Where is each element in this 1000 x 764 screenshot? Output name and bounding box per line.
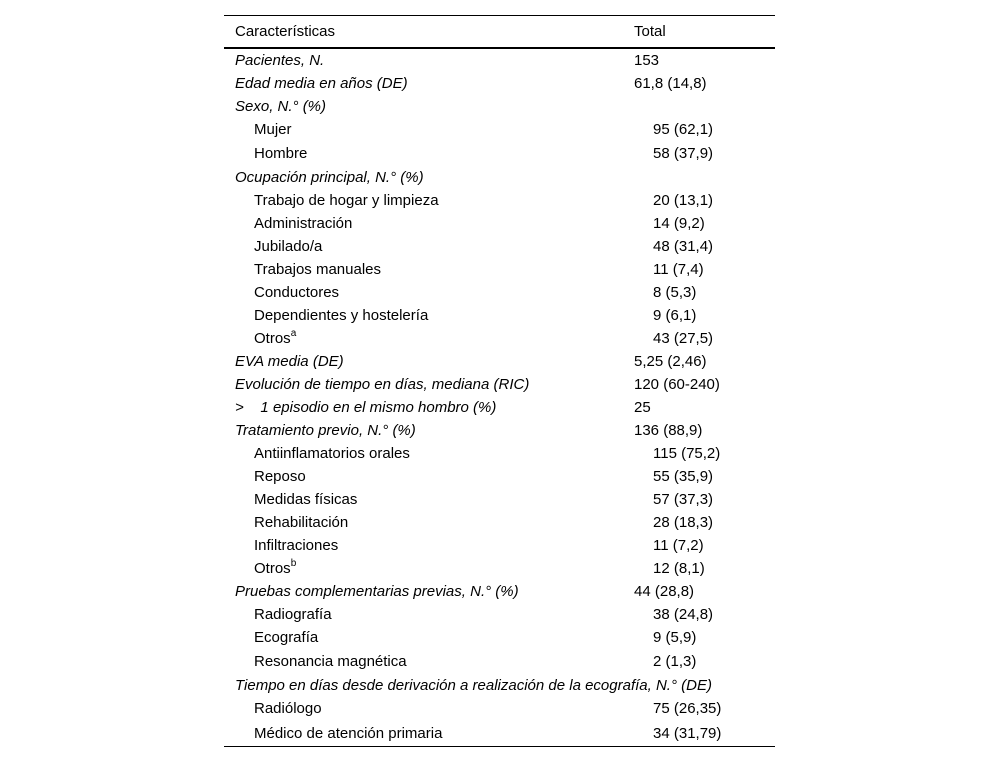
- row-ocupacion: [224, 166, 775, 189]
- row-antiinflamatorios: [224, 442, 775, 465]
- row-label: [224, 330, 653, 347]
- row-label: Radiografía: [254, 606, 332, 623]
- row-pacientes: [224, 49, 775, 72]
- row-value: 75 (26,35): [653, 700, 722, 717]
- row-administracion: [224, 212, 775, 235]
- row-label: Ecografía: [254, 629, 319, 646]
- row-hombre: [224, 141, 775, 166]
- row-jubilado: [224, 235, 775, 258]
- row-value: 55 (35,9): [653, 468, 714, 485]
- row-eva-media: [224, 350, 775, 373]
- row-label: Administración: [254, 215, 353, 232]
- row-label: EVA media (DE): [235, 353, 344, 370]
- row-label: Sexo, N.° (%): [235, 98, 327, 115]
- row-radiologo: [224, 697, 775, 720]
- row-medico-atencion-primaria: [224, 720, 775, 746]
- row-value: 12 (8,1): [653, 560, 705, 577]
- row-label: Jubilado/a: [254, 238, 323, 255]
- row-value: 38 (24,8): [653, 606, 714, 623]
- row-value: 9 (6,1): [653, 307, 697, 324]
- row-label: Tratamiento previo, N.° (%): [235, 422, 416, 439]
- row-label: Ocupación principal, N.° (%): [235, 169, 424, 186]
- footnote-marker: b: [290, 558, 297, 569]
- row-value: 11 (7,2): [653, 537, 704, 554]
- row-label: Dependientes y hostelería: [254, 307, 429, 324]
- row-hogar-limpieza: [224, 189, 775, 212]
- row-value: 136 (88,9): [634, 422, 703, 439]
- label-text: Otros: [254, 330, 291, 347]
- row-label: Pruebas complementarias previas, N.° (%): [235, 583, 519, 600]
- row-otros-tratamiento: [224, 557, 775, 580]
- row-edad-media: [224, 72, 775, 95]
- row-otros-ocupacion: [224, 327, 775, 350]
- row-value: 120 (60-240): [634, 376, 720, 393]
- row-value: 58 (37,9): [653, 145, 714, 162]
- row-label: Médico de atención primaria: [254, 724, 443, 742]
- row-value: 43 (27,5): [653, 330, 714, 347]
- row-infiltraciones: [224, 534, 775, 557]
- row-label: Infiltraciones: [254, 537, 339, 554]
- row-rehabilitacion: [224, 511, 775, 534]
- row-label: Resonancia magnética: [254, 653, 407, 670]
- row-value: 153: [634, 52, 660, 69]
- row-label: Evolución de tiempo en días, mediana (RIC): [235, 376, 530, 393]
- row-value: 5,25 (2,46): [634, 353, 707, 370]
- row-value: 9 (5,9): [653, 629, 697, 646]
- row-value: 14 (9,2): [653, 215, 705, 232]
- footnote-marker: a: [290, 328, 297, 339]
- row-tratamiento-previo: [224, 419, 775, 442]
- characteristics-table: [224, 15, 775, 747]
- row-resonancia: [224, 649, 775, 674]
- row-value: 8 (5,3): [653, 284, 697, 301]
- header-characteristics: Características: [235, 23, 336, 40]
- row-label: Trabajo de hogar y limpieza: [254, 192, 439, 209]
- row-label: Hombre: [254, 145, 308, 162]
- row-sexo: [224, 95, 775, 118]
- row-label: Antiinflamatorios orales: [254, 445, 410, 462]
- row-label: [224, 560, 653, 577]
- row-value: 20 (13,1): [653, 192, 714, 209]
- row-episodio: [224, 396, 775, 419]
- row-label: Medidas físicas: [254, 491, 358, 508]
- row-value: 57 (37,3): [653, 491, 714, 508]
- row-label: Trabajos manuales: [254, 261, 382, 278]
- table-header: [224, 16, 775, 49]
- row-mujer: [224, 118, 775, 141]
- row-value: 11 (7,4): [653, 261, 704, 278]
- header-total: Total: [634, 23, 666, 40]
- row-value: 48 (31,4): [653, 238, 714, 255]
- row-label: Radiólogo: [254, 700, 322, 717]
- row-reposo: [224, 465, 775, 488]
- row-ecografia: [224, 626, 775, 649]
- row-value: 28 (18,3): [653, 514, 714, 531]
- row-value: 115 (75,2): [653, 445, 721, 462]
- row-medidas-fisicas: [224, 488, 775, 511]
- row-label: Conductores: [254, 284, 340, 301]
- row-label: Mujer: [254, 121, 292, 138]
- label-text: Otros: [254, 560, 291, 577]
- row-evolucion: [224, 373, 775, 396]
- row-label: Edad media en años (DE): [235, 75, 408, 92]
- row-label: Pacientes, N.: [235, 52, 325, 69]
- row-radiografia: [224, 603, 775, 626]
- row-label: Rehabilitación: [254, 514, 349, 531]
- row-value: 25: [634, 399, 651, 416]
- row-conductores: [224, 281, 775, 304]
- row-value: 61,8 (14,8): [634, 75, 707, 92]
- row-dependientes: [224, 304, 775, 327]
- row-label: > 1 episodio en el mismo hombro (%): [235, 399, 497, 416]
- row-value: 44 (28,8): [634, 583, 695, 600]
- row-value: 34 (31,79): [653, 724, 722, 742]
- row-value: 2 (1,3): [653, 653, 697, 670]
- row-label: Tiempo en días desde derivación a realización de la ecografía, N.° (DE): [235, 677, 712, 694]
- row-trabajos-manuales: [224, 258, 775, 281]
- row-value: 95 (62,1): [653, 121, 714, 138]
- row-pruebas-complementarias: [224, 580, 775, 603]
- row-tiempo-derivacion: [224, 674, 775, 697]
- row-label: Reposo: [254, 468, 306, 485]
